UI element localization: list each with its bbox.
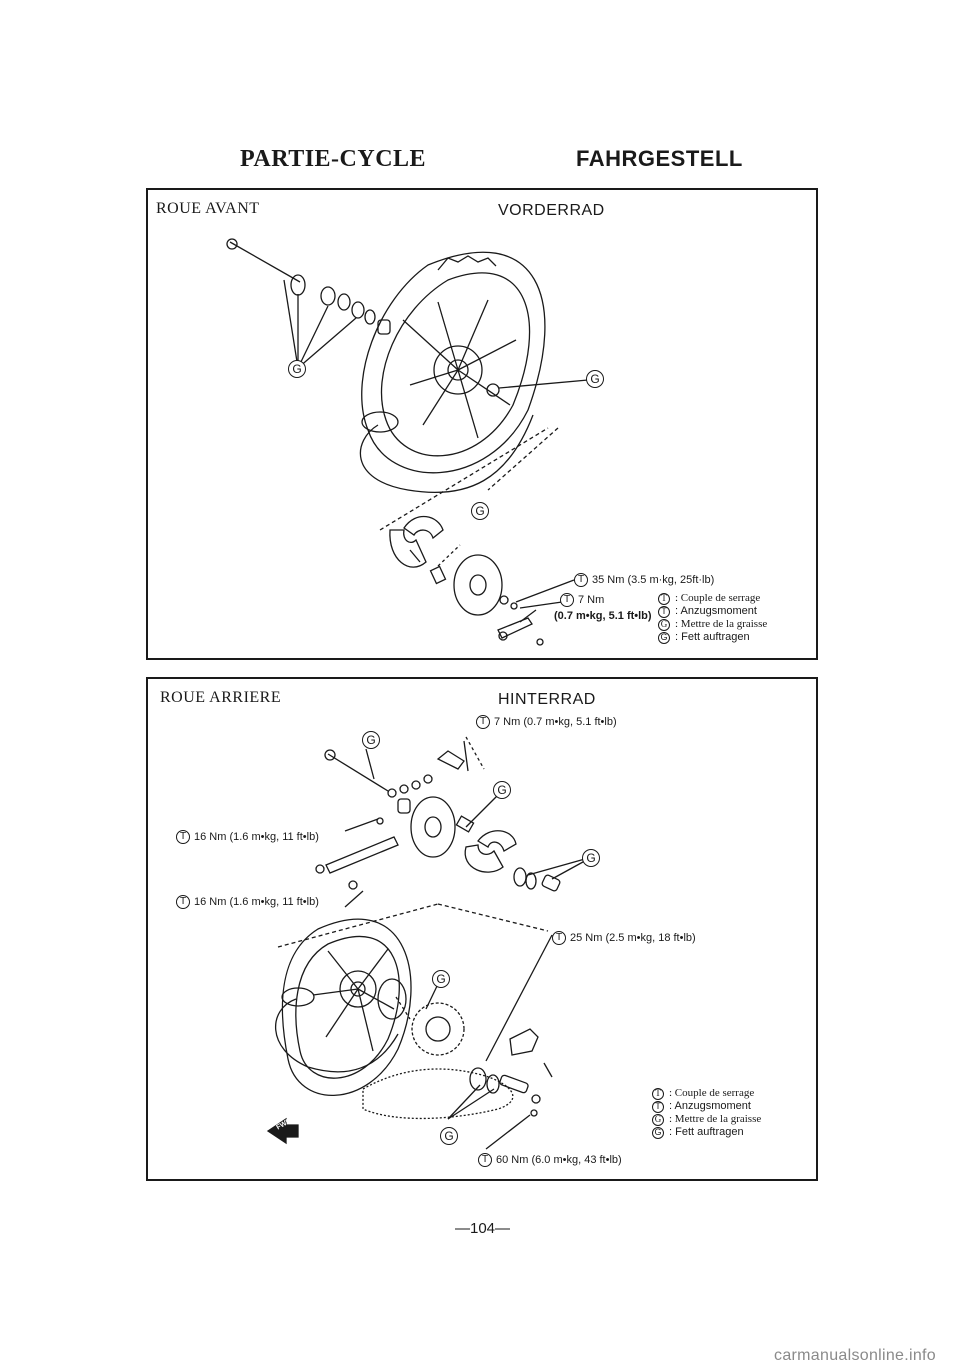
grease-mark-hub: G xyxy=(432,970,450,988)
torque-callout-7nm xyxy=(560,593,604,607)
legend-symbol: T xyxy=(658,593,670,605)
front-wheel-panel xyxy=(146,188,818,660)
torque-symbol: T xyxy=(476,715,490,729)
legend-symbol: G xyxy=(658,632,670,644)
torque-symbol: T xyxy=(560,593,574,607)
torque-value-16nm-b: 16 Nm (1.6 m•kg, 11 ft•lb) xyxy=(194,896,319,908)
torque-callout-25nm xyxy=(552,931,696,945)
page-number: —104— xyxy=(455,1220,511,1237)
torque-value-35nm: 35 Nm (3.5 m·kg, 25ft·lb) xyxy=(592,574,715,586)
legend-row xyxy=(658,618,767,631)
front-legend xyxy=(658,592,767,644)
legend-row xyxy=(658,631,767,644)
watermark: carmanualsonline.info xyxy=(774,1347,936,1364)
torque-value-7nm: 7 Nm xyxy=(578,594,605,606)
legend-text: : Fett auftragen xyxy=(675,631,750,643)
torque-value-7nm: 7 Nm (0.7 m•kg, 5.1 ft•lb) xyxy=(494,716,617,728)
legend-text: : Mettre de la graisse xyxy=(669,1113,762,1125)
grease-mark-hub: G xyxy=(586,370,604,388)
torque-value-60nm: 60 Nm (6.0 m•kg, 43 ft•lb) xyxy=(496,1154,622,1166)
rear-wheel-label-french: ROUE ARRIERE xyxy=(160,689,282,706)
legend-row xyxy=(658,592,767,605)
rear-wheel-label-german: HINTERRAD xyxy=(498,691,596,708)
torque-callout-16nm-b xyxy=(176,895,319,909)
grease-mark-bearings: G xyxy=(582,849,600,867)
torque-value-16nm-a: 16 Nm (1.6 m•kg, 11 ft•lb) xyxy=(194,831,319,843)
legend-row xyxy=(652,1100,761,1113)
legend-symbol: G xyxy=(658,619,670,631)
fwd-arrow-label: FWD xyxy=(275,1117,293,1132)
legend-row xyxy=(652,1087,761,1100)
legend-symbol: T xyxy=(652,1101,664,1113)
legend-symbol: T xyxy=(652,1088,664,1100)
legend-symbol: G xyxy=(652,1114,664,1126)
grease-mark-shoe-pivot: G xyxy=(493,781,511,799)
page-title-french: PARTIE-CYCLE xyxy=(240,146,427,172)
torque-callout-16nm-a xyxy=(176,830,319,844)
legend-text: : Couple de serrage xyxy=(675,592,761,604)
legend-row xyxy=(658,605,767,618)
torque-callout-35nm xyxy=(574,573,714,587)
grease-mark-axle: G xyxy=(362,731,380,749)
legend-row xyxy=(652,1126,761,1139)
rear-wheel-panel xyxy=(146,677,818,1181)
legend-symbol: G xyxy=(652,1127,664,1139)
legend-text: : Fett auftragen xyxy=(669,1126,744,1138)
torque-symbol: T xyxy=(478,1153,492,1167)
grease-mark-sprocket-bearing: G xyxy=(440,1127,458,1145)
legend-row xyxy=(652,1113,761,1126)
front-wheel-label-french: ROUE AVANT xyxy=(156,200,260,217)
legend-text: : Anzugsmoment xyxy=(675,605,757,617)
legend-text: : Mettre de la graisse xyxy=(675,618,768,630)
grease-mark-cam: G xyxy=(471,502,489,520)
grease-mark-axle: G xyxy=(288,360,306,378)
legend-symbol: T xyxy=(658,606,670,618)
front-wheel-exploded-diagram xyxy=(148,190,816,658)
rear-legend xyxy=(652,1087,761,1139)
torque-value-25nm: 25 Nm (2.5 m•kg, 18 ft•lb) xyxy=(570,932,696,944)
torque-callout-60nm xyxy=(478,1153,622,1167)
legend-text: : Couple de serrage xyxy=(669,1087,755,1099)
torque-symbol: T xyxy=(176,895,190,909)
front-wheel-label-german: VORDERRAD xyxy=(498,202,605,219)
torque-callout-7nm-detail: (0.7 m•kg, 5.1 ft•lb) xyxy=(554,610,652,622)
torque-symbol: T xyxy=(574,573,588,587)
torque-symbol: T xyxy=(176,830,190,844)
legend-text: : Anzugsmoment xyxy=(669,1100,751,1112)
page-title-german: FAHRGESTELL xyxy=(576,146,743,171)
torque-callout-7nm xyxy=(476,715,617,729)
torque-symbol: T xyxy=(552,931,566,945)
